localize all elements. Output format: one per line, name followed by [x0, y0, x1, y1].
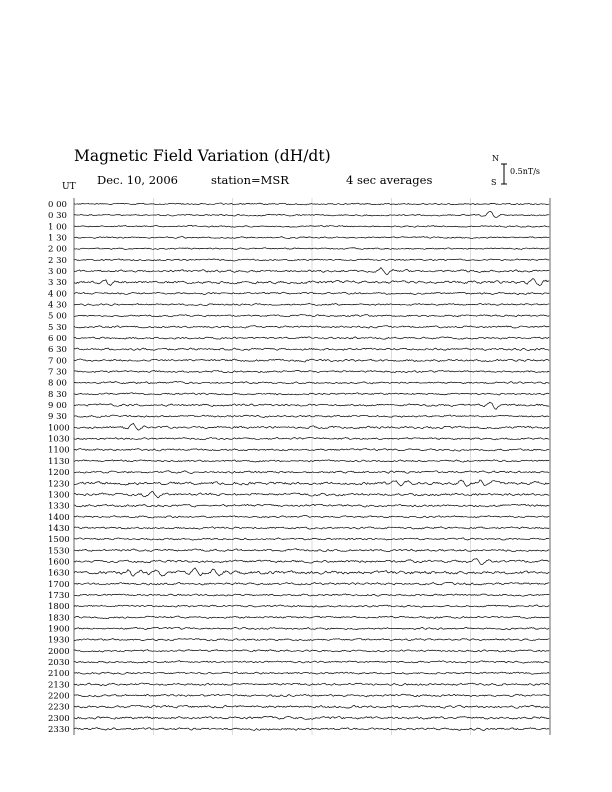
ut-tick-label: 6 30	[48, 345, 67, 356]
trace-line	[74, 292, 549, 294]
ut-tick-label: 0 00	[48, 200, 67, 210]
trace-line	[74, 616, 549, 619]
trace-line	[74, 716, 549, 719]
trace-line	[74, 237, 549, 239]
ut-tick-label: 1300	[48, 490, 70, 501]
trace-line	[74, 348, 549, 351]
ut-tick-label: 2030	[48, 657, 70, 668]
trace-line	[74, 672, 549, 674]
ut-tick-label: 1 30	[48, 233, 67, 244]
trace-line	[74, 538, 549, 540]
ut-tick-label: 2130	[48, 680, 70, 691]
trace-line	[74, 415, 549, 417]
trace-line	[74, 359, 549, 362]
ut-tick-label: 1430	[48, 523, 70, 534]
trace-line	[74, 471, 549, 474]
trace-line	[74, 393, 549, 395]
ut-tick-label: 1630	[48, 568, 70, 579]
scale-value-label: 0.5nT/s	[510, 167, 541, 176]
ut-tick-label: 2230	[48, 702, 70, 713]
trace-line	[74, 582, 549, 585]
ut-tick-label: 9 30	[48, 412, 67, 423]
ut-tick-label: 7 00	[48, 356, 67, 367]
scale-south-label: S	[491, 178, 497, 187]
trace-line	[74, 559, 549, 565]
ut-tick-label: 1730	[48, 590, 70, 601]
trace-line	[74, 728, 549, 731]
ut-tick-label: 2200	[48, 691, 70, 702]
ut-tick-label: 1600	[48, 557, 70, 568]
ut-tick-label: 1400	[48, 512, 70, 523]
trace-line	[74, 650, 549, 652]
trace-line	[74, 480, 549, 486]
trace-line	[74, 225, 549, 227]
ut-tick-label: 2 30	[48, 255, 67, 266]
ut-axis-label: UT	[62, 182, 76, 192]
ut-tick-label: 1030	[48, 434, 70, 445]
chart-title: Magnetic Field Variation (dH/dt)	[74, 147, 331, 165]
ut-tick-label: 2 00	[48, 244, 67, 255]
trace-line	[74, 705, 549, 708]
ut-tick-label: 1900	[48, 624, 70, 635]
trace-line	[74, 694, 549, 697]
ut-tick-label: 2000	[48, 646, 70, 657]
trace-line	[74, 627, 549, 629]
station-label: station=MSR	[211, 173, 289, 187]
ut-tick-label: 9 00	[48, 401, 67, 412]
ut-tick-label: 1800	[48, 602, 70, 613]
ut-tick-label: 1200	[48, 468, 70, 479]
trace-line	[74, 402, 549, 409]
trace-line	[74, 268, 549, 275]
trace-line	[74, 326, 549, 328]
date-label: Dec. 10, 2006	[97, 173, 178, 187]
ut-tick-label: 4 00	[48, 289, 67, 300]
trace-line	[74, 527, 549, 529]
ut-tick-label: 5 00	[48, 311, 67, 322]
trace-line	[74, 449, 549, 451]
ut-tick-label: 1100	[48, 445, 70, 456]
scale-north-label: N	[492, 154, 499, 163]
trace-line	[74, 304, 549, 306]
trace-line	[74, 460, 549, 462]
trace-line	[74, 568, 549, 576]
ut-tick-labels	[48, 200, 70, 735]
ut-tick-label: 1330	[48, 501, 70, 512]
ut-tick-label: 6 00	[48, 334, 67, 345]
trace-line	[74, 504, 549, 507]
trace-line	[74, 423, 549, 430]
averaging-label: 4 sec averages	[346, 173, 433, 187]
ut-tick-label: 2330	[48, 724, 70, 735]
trace-line	[74, 516, 549, 518]
trace-line	[74, 203, 549, 205]
trace-line	[74, 661, 549, 664]
ut-tick-label: 7 30	[48, 367, 67, 378]
trace-line	[74, 594, 549, 596]
trace-line	[74, 605, 549, 607]
ut-tick-label: 8 00	[48, 378, 67, 389]
plot-grid	[74, 198, 550, 735]
trace-line	[74, 683, 549, 686]
trace-line	[74, 370, 549, 372]
trace-line	[74, 279, 549, 286]
ut-tick-label: 2300	[48, 713, 70, 724]
ut-tick-label: 5 30	[48, 322, 67, 333]
ut-tick-label: 3 30	[48, 278, 67, 289]
ut-tick-label: 2100	[48, 669, 70, 680]
trace-line	[74, 638, 549, 640]
trace-line	[74, 491, 549, 497]
trace-line	[74, 259, 549, 261]
trace-line	[74, 549, 549, 552]
ut-tick-label: 1700	[48, 579, 70, 590]
ut-tick-label: 3 00	[48, 267, 67, 278]
ut-tick-label: 0 30	[48, 211, 67, 222]
trace-line	[74, 248, 549, 250]
ut-tick-label: 1 00	[48, 222, 67, 233]
ut-tick-label: 1830	[48, 613, 70, 624]
ut-tick-label: 1000	[48, 423, 70, 434]
ut-tick-label: 1530	[48, 546, 70, 557]
trace-line	[74, 437, 549, 439]
ut-tick-label: 8 30	[48, 389, 67, 400]
trace-line	[74, 337, 549, 339]
trace-group	[74, 203, 549, 730]
ut-tick-label: 4 30	[48, 300, 67, 311]
trace-line	[74, 211, 549, 217]
ut-tick-label: 1230	[48, 479, 70, 490]
ut-tick-label: 1930	[48, 635, 70, 646]
trace-line	[74, 315, 549, 317]
trace-line	[74, 381, 549, 383]
ut-tick-label: 1500	[48, 535, 70, 546]
ut-tick-label: 1130	[48, 456, 70, 467]
